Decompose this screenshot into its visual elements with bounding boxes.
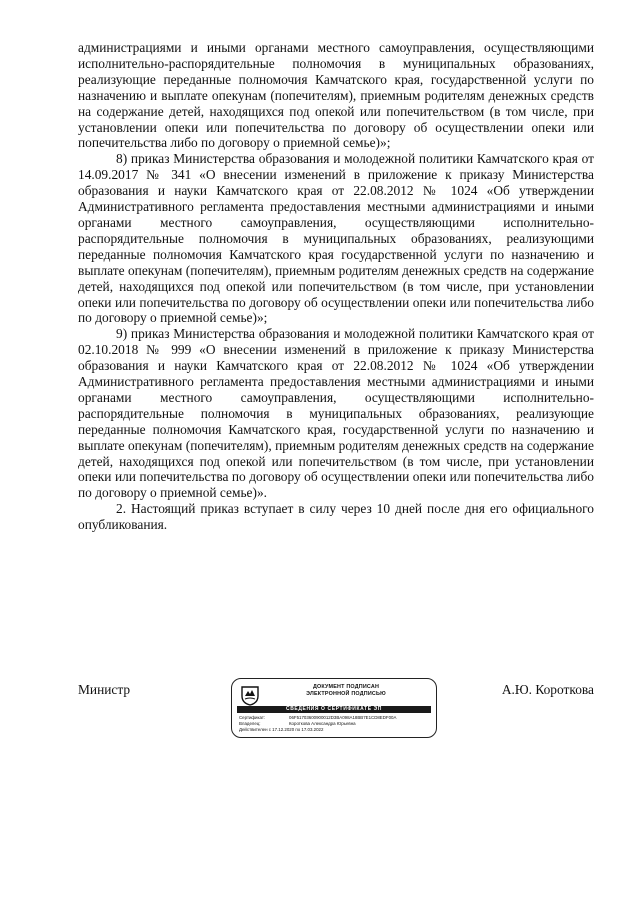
signature-block	[78, 678, 594, 748]
owner-label: Владелец:	[239, 721, 261, 726]
paragraph-continuation: администрациями и иными органами местного самоуправления, осуществляющими исполнительно-распорядительные полномочия в муниципальных образованиях, реализующие переданные полномочия Камчатского края, государственной услуги по назначению и выплате опекунам (попечителям), приемным родителям денежных средств на содержание детей, находящихся под опекой или попечительством (в том числе, при установлении опеки или попечительства по договору об осуществлении опеки или попечительства либо по договору о приемной семье)»;	[78, 40, 594, 151]
signer-name: А.Ю. Короткова	[501, 682, 594, 697]
document-body	[78, 40, 594, 533]
stamp-row-validity	[239, 727, 430, 733]
certificate-label: Сертификат:	[239, 715, 266, 720]
stamp-certificate-details	[239, 715, 430, 733]
electronic-signature-stamp	[231, 678, 437, 738]
owner-value: Короткова Александра Юрьевна	[289, 721, 356, 726]
paragraph-item-9: 9) приказ Министерства образования и молодежной политики Камчатского края от 02.10.2018 № 999 «О внесении изменений в приложение к приказу Министерства образования и науки Камчатского края от 22.08.2012 № 1024 «Об утверждении Административного регламента предоставления местными администрациями и иными органами местного самоуправления, осуществляющими исполнительно-распорядительные полномочия в муниципальных образованиях, реализующие переданные полномочия Камчатского края, государственной услуги по назначению и выплате опекунам (попечителям), приемным родителям денежных средств на содержание детей, находящихся под опекой или попечительством (в том числе, при установлении опеки или попечительства по договору об осуществлении опеки или попечительства либо по договору о приемной семье)».	[78, 326, 594, 501]
signer-position: Министр	[78, 682, 131, 697]
stamp-header	[262, 684, 430, 698]
certificate-value: 06F51703600900012D3BA098A18BB7E1CD8EDF00A	[289, 715, 397, 720]
coat-of-arms-icon	[240, 684, 260, 706]
stamp-header-line-1: ДОКУМЕНТ ПОДПИСАН	[312, 684, 380, 690]
validity-period: Действителен с 17.12.2020 по 17.03.2022	[239, 727, 324, 732]
paragraph-item-8: 8) приказ Министерства образования и молодежной политики Камчатского края от 14.09.2017 № 341 «О внесении изменений в приложение к приказу Министерства образования и науки Камчатского края от 22.08.2012 № 1024 «Об утверждении Административного регламента предоставления местными администрациями и иными органами местного самоуправления, осуществляющими исполнительно-распорядительные полномочия в муниципальных образованиях, реализующими переданные полномочия Камчатского края государственной услуги по назначению и выплате опекунам (попечителям), приемным родителям денежных средств на содержание детей, находящихся под опекой или попечительством (в том числе, при установлении опеки или попечительства по договору об осуществлении опеки или попечительства либо по договору о приемной семье)»;	[78, 151, 594, 326]
stamp-header-line-2: ЭЛЕКТРОННОЙ ПОДПИСЬЮ	[306, 691, 386, 697]
stamp-certificate-title: СВЕДЕНИЯ О СЕРТИФИКАТЕ ЭП	[237, 706, 431, 713]
paragraph-entry-into-force: 2. Настоящий приказ вступает в силу через 10 дней после дня его официального опубликования.	[78, 501, 594, 533]
